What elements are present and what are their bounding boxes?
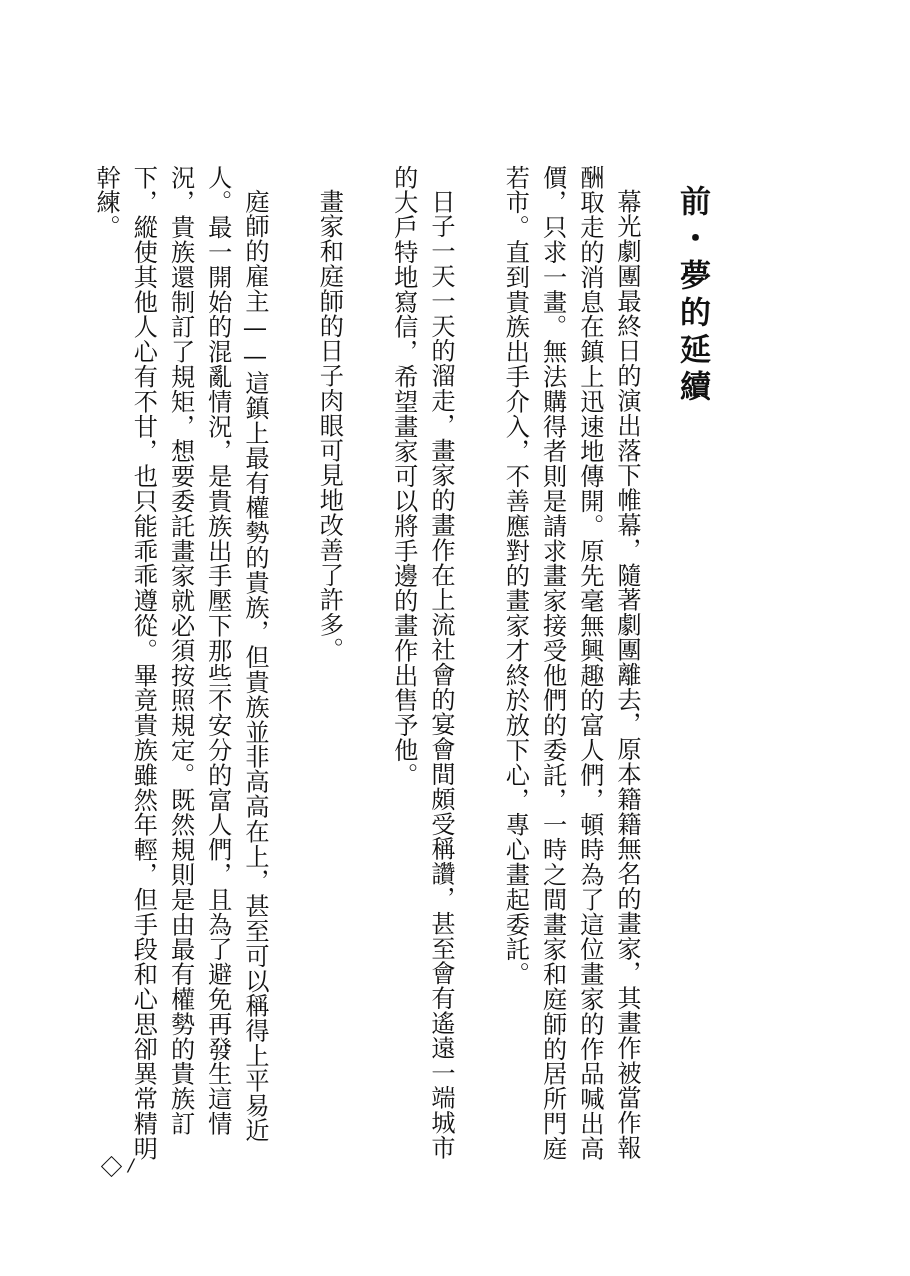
paragraph: 日子一天一天的溜走，畫家的畫作在上流社會的宴會間頗受稱讚，甚至會有遙遠一端城市的大戶特地寫信，希望畫家可以將手邊的畫作出售予他。 — [389, 165, 455, 1161]
paragraph: 畫家和庭師的日子肉眼可見地改善了許多。 — [315, 189, 344, 663]
page-number-mark: / — [128, 1156, 134, 1176]
page-folio — [101, 1158, 134, 1175]
paragraph-spacer — [273, 165, 310, 1165]
paragraph-spacer — [347, 165, 384, 1165]
chapter-body — [90, 165, 645, 1165]
paragraph-spacer — [459, 165, 496, 1165]
chapter-title: 前・夢的延續 — [674, 185, 710, 407]
diamond-outline-icon — [101, 1156, 122, 1177]
paragraph: 庭師的雇主——這鎮上最有權勢的貴族，但貴族並非高高在上，甚至可以稱得上平易近人。最一開始的混亂情況，是貴族出手壓下那些不安分的富人們，且為了避免再發生這情況，貴族還制訂了規矩，想要委託畫家就必須按照規定。既然規則是由最有權勢的貴族訂下，縱使其他人心有不甘，也只能乖乖遵從。畢竟貴族雖然年輕，但手段和心思卻異常精明幹練。 — [92, 165, 269, 1161]
paragraph: 幕光劇團最終日的演出落下帷幕，隨著劇團離去，原本籍籍無名的畫家，其畫作被當作報酬取走的消息在鎮上迅速地傳開。原先毫無興趣的富人們，頓時為了這位畫家的作品喊出高價，只求一畫。無法購得者則是請求畫家接受他們的委託，一時之間畫家和庭師的居所門庭若市。直到貴族出手介入，不善應對的畫家才終於放下心，專心畫起委託。 — [501, 165, 641, 1161]
